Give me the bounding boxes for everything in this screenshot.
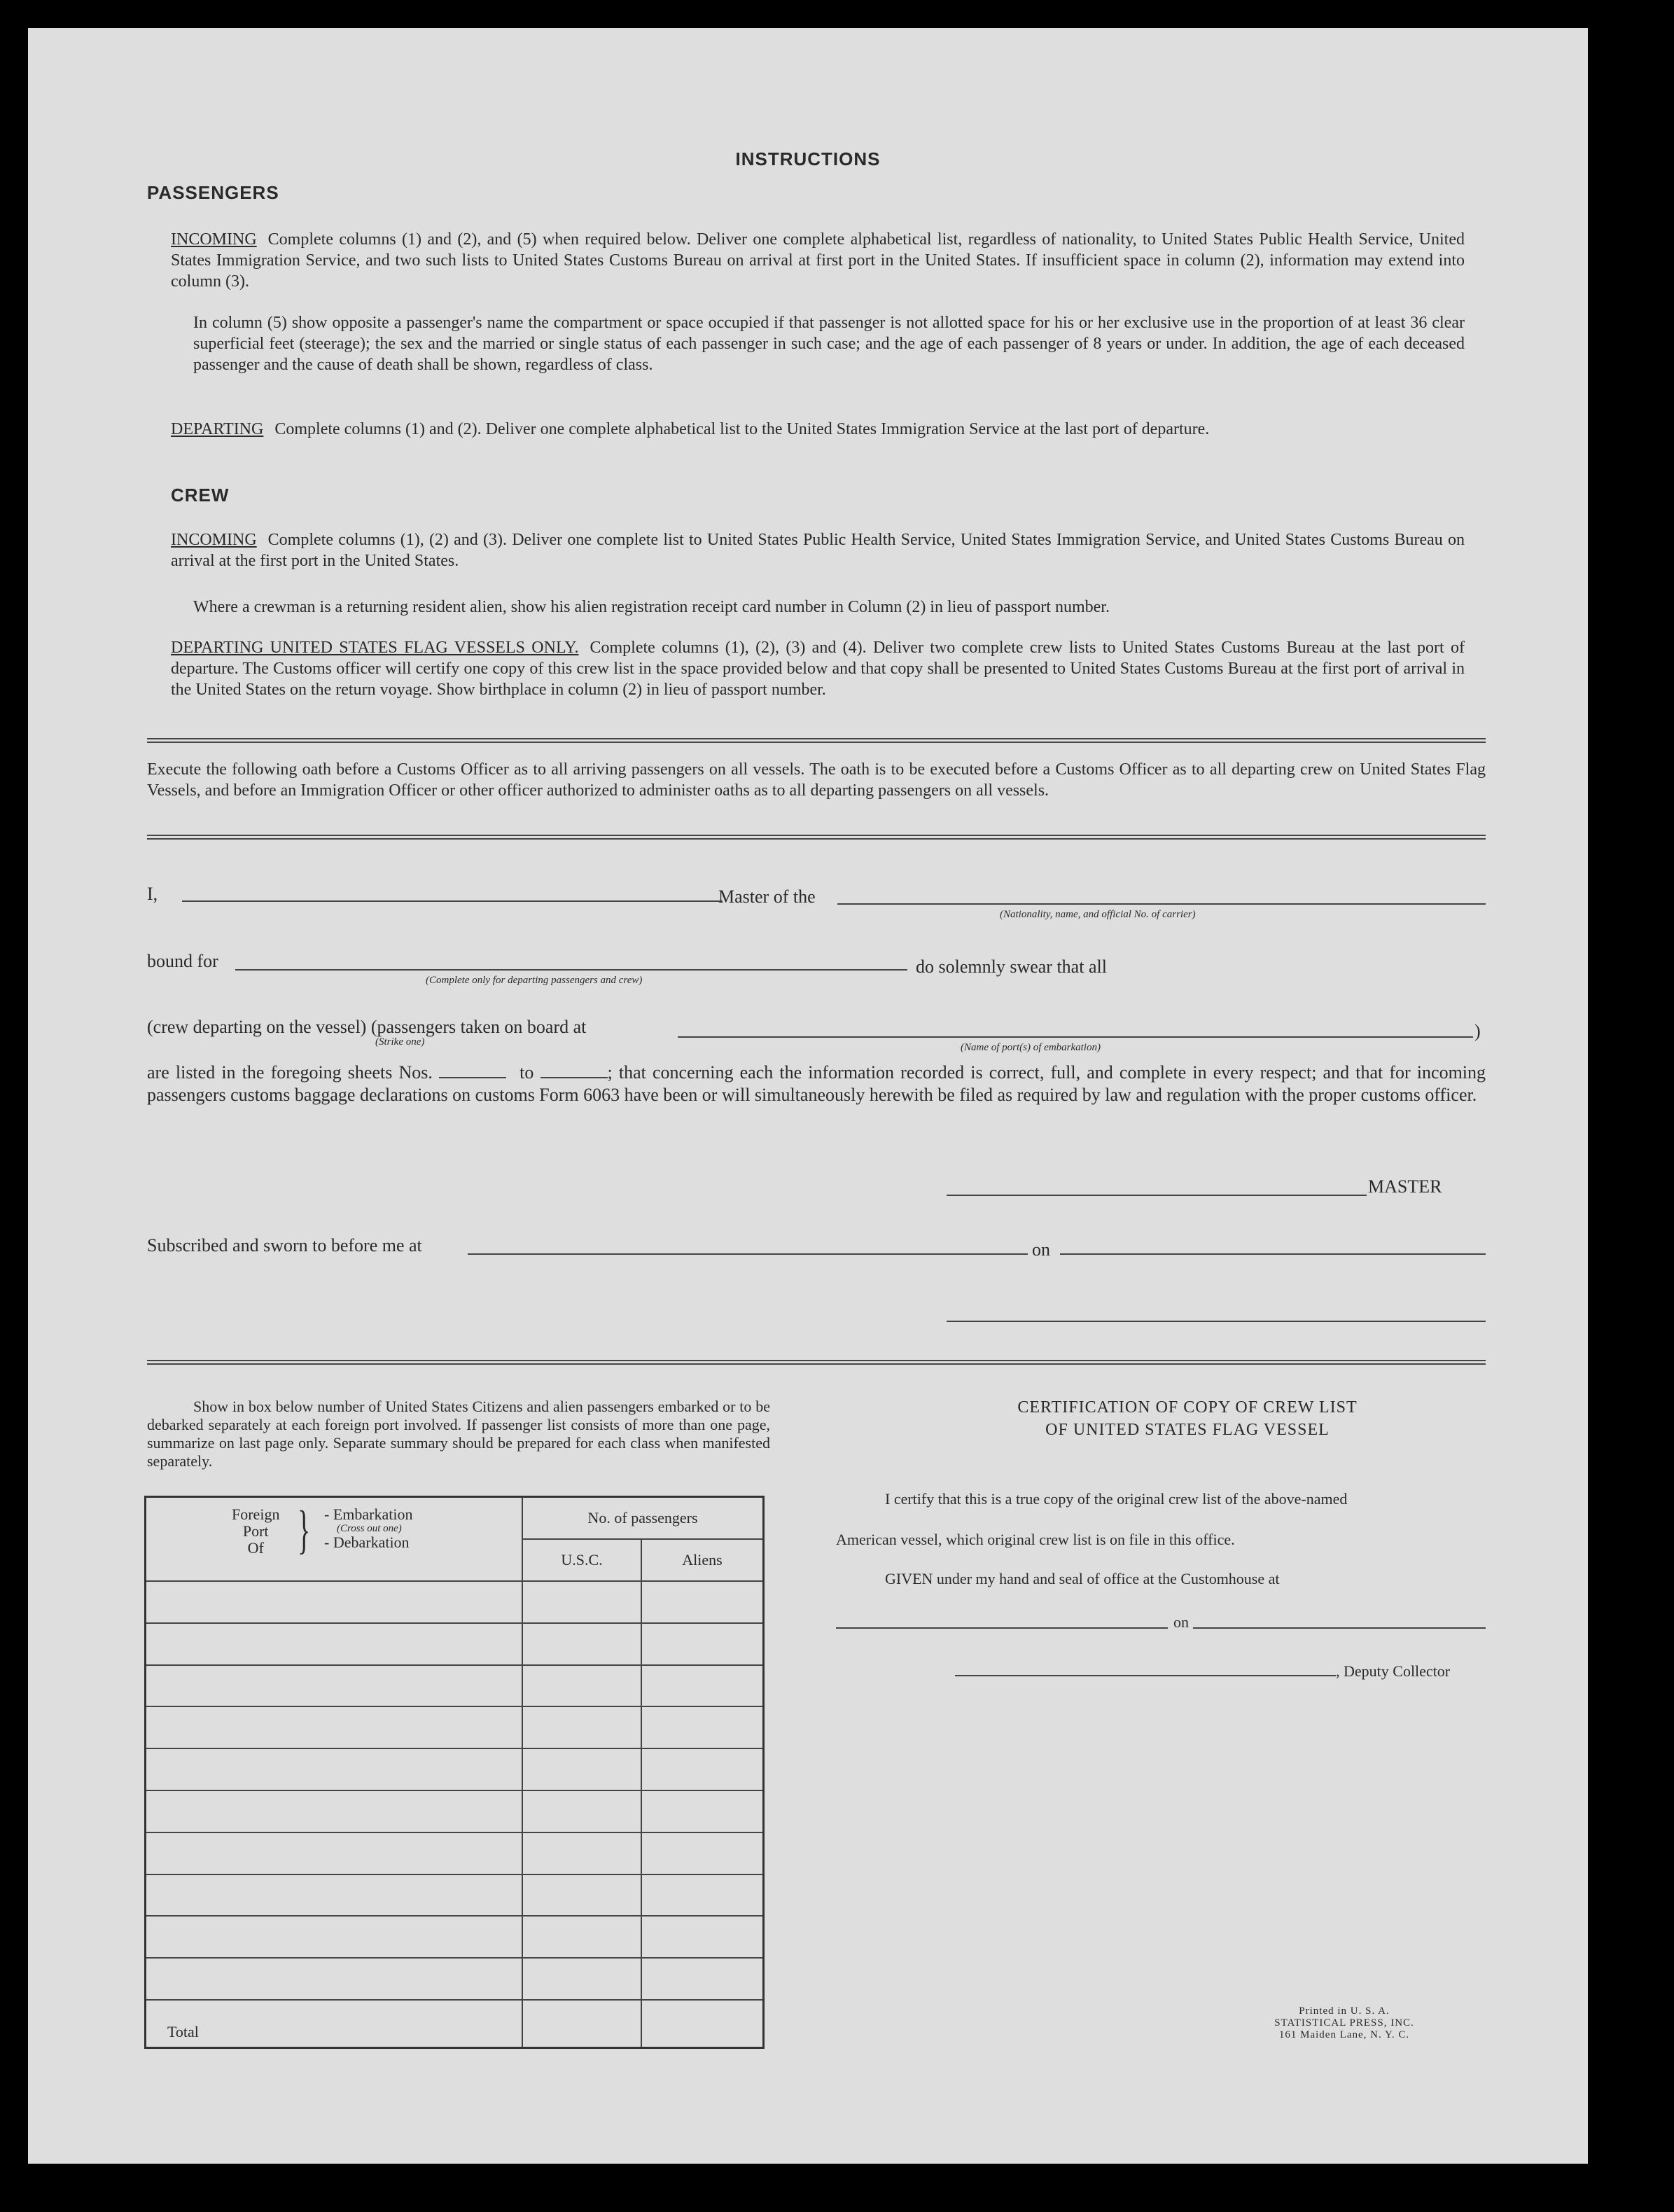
no-of-passengers-header: No. of passengers <box>522 1497 764 1540</box>
page-title: INSTRUCTIONS <box>735 148 881 169</box>
passengers-taken-label: (passengers taken on board at <box>370 1017 587 1037</box>
column5-paragraph: In column (5) show opposite a passenger's name the compartment or space occupied if that passenger is not allotted space for his or her exclusive use in the proportion of at least 36 clear superficial feet (steerage); the sex and the married or single status of each passenger in such case; and the age of each passenger of 8 years or under. In addition, the age of each deceased passenger and the cause of death shall be shown, regardless of class. <box>193 314 1465 374</box>
given-text: GIVEN under my hand and seal of office at the Customhouse at <box>885 1570 1280 1587</box>
printer-imprint <box>1218 2005 1470 2041</box>
usc-cell[interactable] <box>522 1874 641 1917</box>
table-row <box>146 1581 764 1623</box>
table-row <box>146 1916 764 1958</box>
crew-incoming-paragraph <box>171 529 1465 571</box>
port-cell[interactable] <box>146 1581 523 1623</box>
divider-1 <box>147 738 1486 743</box>
certification-title-line2: OF UNITED STATES FLAG VESSEL <box>1045 1421 1330 1439</box>
of-label: Of <box>247 1539 264 1557</box>
listed-label: are listed in the foregoing sheets Nos. <box>147 1062 433 1083</box>
port-header-cell <box>146 1497 523 1582</box>
bound-for-caption: (Complete only for departing passengers and crew) <box>426 975 643 986</box>
usc-cell[interactable] <box>522 1748 641 1790</box>
crew-departing-text: Complete columns (1), (2), (3) and (4). Deliver two complete crew lists to United States Customs Bureau at the last port of departure. The Customs officer will certify one copy of this crew list in the space provided below and that copy shall be presented to United States Customs Bureau at the first port of arrival in the United States on the return voyage. Show birthplace in column (2) in lieu of passport number. <box>171 639 1465 699</box>
embarkation-option[interactable]: - Embarkation <box>324 1505 413 1523</box>
listed-paragraph <box>147 1062 1486 1106</box>
table-row <box>146 1874 764 1917</box>
port-cell[interactable] <box>146 1790 523 1832</box>
bound-for-field[interactable] <box>235 969 907 971</box>
sworn-place-field[interactable] <box>468 1253 1028 1255</box>
port-cell[interactable] <box>146 1623 523 1665</box>
aliens-cell[interactable] <box>641 1623 764 1665</box>
usc-cell[interactable] <box>522 1665 641 1707</box>
port-cell[interactable] <box>146 1706 523 1748</box>
certification-title-line1: CERTIFICATION OF COPY OF CREW LIST <box>1017 1398 1358 1417</box>
cert-on-label: on <box>1173 1613 1189 1631</box>
subscribed-label: Subscribed and sworn to before me at <box>147 1235 422 1255</box>
passengers-departing-paragraph <box>171 419 1465 440</box>
usc-header: U.S.C. <box>522 1539 641 1581</box>
brace-icon: } <box>298 1501 311 1559</box>
crew-departing-paragraph <box>171 637 1465 700</box>
debarkation-option[interactable]: - Debarkation <box>324 1533 410 1551</box>
aliens-cell[interactable] <box>641 1874 764 1917</box>
table-row <box>146 1748 764 1790</box>
aliens-cell[interactable] <box>641 1665 764 1707</box>
usc-cell[interactable] <box>522 1916 641 1958</box>
cross-out-caption: (Cross out one) <box>337 1523 402 1534</box>
sworn-on-label: on <box>1032 1239 1050 1260</box>
port-label: Port <box>242 1522 269 1540</box>
embarkation-port-field[interactable] <box>678 1036 1473 1038</box>
table-row <box>146 1832 764 1874</box>
certify-line1: I certify that this is a true copy of the original crew list of the above-named <box>885 1490 1348 1508</box>
port-cell[interactable] <box>146 1832 523 1874</box>
carrier-caption: (Nationality, name, and official No. of carrier) <box>1000 909 1196 920</box>
crew-heading: CREW <box>171 485 230 506</box>
usc-cell[interactable] <box>522 1706 641 1748</box>
port-cell[interactable] <box>146 1916 523 1958</box>
aliens-cell[interactable] <box>641 1748 764 1790</box>
aliens-header: Aliens <box>641 1539 764 1581</box>
usc-cell[interactable] <box>522 1581 641 1623</box>
certify-line2: American vessel, which original crew list is on file in this office. <box>836 1531 1235 1548</box>
usc-cell[interactable] <box>522 1790 641 1832</box>
total-label: Total <box>146 2000 523 2047</box>
port-cell[interactable] <box>146 1874 523 1917</box>
passengers-departing-lead: DEPARTING <box>171 420 264 438</box>
table-row <box>146 1958 764 2000</box>
listed-rest: ; that concerning each the information recorded is correct, full, and complete in every respect; and that for incoming passengers customs baggage declarations on customs Form 6063 have been or will simultaneously herewith be filed as required by law and regulation with the proper customs officer. <box>147 1062 1486 1105</box>
passengers-departing-text: Complete columns (1) and (2). Deliver one complete alphabetical list to the United States Immigration Service at the last port of departure. <box>274 420 1210 438</box>
table-row <box>146 1623 764 1665</box>
officer-signature-field[interactable] <box>947 1321 1486 1322</box>
divider-3 <box>147 1360 1486 1365</box>
strike-caption: (Strike one) <box>375 1036 425 1048</box>
printer-line2: STATISTICAL PRESS, INC. <box>1274 2017 1414 2029</box>
printer-line1: Printed in U. S. A. <box>1299 2005 1390 2017</box>
crew-incoming-text: Complete columns (1), (2) and (3). Deliver one complete list to United States Public Health Service, United States Immigration Service, and United States Customs Bureau on arrival at the first port in the United States. <box>171 531 1465 570</box>
aliens-cell[interactable] <box>641 1706 764 1748</box>
sworn-date-field[interactable] <box>1060 1253 1486 1255</box>
total-aliens-cell[interactable] <box>641 2000 764 2047</box>
master-label: MASTER <box>1368 1176 1442 1197</box>
oath-instruction: Execute the following oath before a Customs Officer as to all arriving passengers on all vessels. The oath is to be executed before a Customs Officer as to all departing crew on United States Flag Vessels, and before an Immigration Officer or other officer authorized to administer oaths as to all departing passengers on all vessels. <box>147 760 1486 800</box>
master-name-field[interactable] <box>182 900 723 902</box>
close-paren: ) <box>1474 1021 1481 1041</box>
usc-cell[interactable] <box>522 1623 641 1665</box>
passenger-summary-table <box>144 1496 765 2049</box>
crew-incoming-lead: INCOMING <box>171 531 257 549</box>
aliens-cell[interactable] <box>641 1790 764 1832</box>
port-cell[interactable] <box>146 1748 523 1790</box>
carrier-field[interactable] <box>837 903 1486 905</box>
foreign-port-of-label <box>232 1506 279 1557</box>
port-caption: (Name of port(s) of embarkation) <box>961 1042 1101 1053</box>
master-of-label: Master of the <box>718 886 816 907</box>
i-label: I, <box>147 884 158 904</box>
aliens-cell[interactable] <box>641 1916 764 1958</box>
cert-date-field[interactable] <box>1193 1627 1486 1629</box>
crew-departing-label: (crew departing on the vessel) <box>147 1017 367 1037</box>
certification-title <box>851 1396 1523 1441</box>
passengers-incoming-text: Complete columns (1) and (2), and (5) when required below. Deliver one complete alphabetical list, regardless of nationality, to United States Public Health Service, United States Immigration Service, and two such lists to United States Customs Bureau on arrival at first port in the United States. If insufficient space in column (2), information may extend into column (3). <box>171 230 1465 291</box>
usc-cell[interactable] <box>522 1958 641 2000</box>
passengers-heading: PASSENGERS <box>147 182 279 203</box>
aliens-cell[interactable] <box>641 1832 764 1874</box>
crew-resident-paragraph: Where a crewman is a returning resident alien, show his alien registration receipt card number in Column (2) in lieu of passport number. <box>193 598 1110 616</box>
aliens-cell[interactable] <box>641 1958 764 2000</box>
foreign-label: Foreign <box>232 1505 280 1523</box>
master-signature-field[interactable] <box>947 1195 1367 1196</box>
deputy-collector-label: , Deputy Collector <box>1336 1662 1451 1680</box>
swear-label: do solemnly swear that all <box>916 957 1107 977</box>
table-row <box>146 1706 764 1748</box>
sheet-from-field[interactable] <box>439 1063 506 1078</box>
table-row <box>146 1665 764 1707</box>
embark-debark-options[interactable] <box>324 1506 412 1551</box>
deputy-collector-signature-field[interactable] <box>955 1675 1336 1676</box>
crew-departing-line <box>147 1017 586 1038</box>
customhouse-field[interactable] <box>836 1627 1168 1629</box>
aliens-cell[interactable] <box>641 1581 764 1623</box>
bound-for-label: bound for <box>147 951 218 971</box>
form-page <box>28 28 1588 2164</box>
printer-line3: 161 Maiden Lane, N. Y. C. <box>1278 2029 1410 2040</box>
table-row <box>146 1790 764 1832</box>
summary-instruction: Show in box below number of United States Citizens and alien passengers embarked or to be debarked separately at each foreign port involved. If passenger list consists of more than one page, summarize on last page only. Separate summary should be prepared for each class when manifested separately. <box>147 1398 770 1470</box>
passengers-incoming-paragraph <box>171 229 1465 292</box>
divider-2 <box>147 835 1486 840</box>
port-cell[interactable] <box>146 1958 523 2000</box>
port-cell[interactable] <box>146 1665 523 1707</box>
sheet-to-field[interactable] <box>540 1063 608 1078</box>
total-usc-cell[interactable] <box>522 2000 641 2047</box>
total-row <box>146 2000 764 2047</box>
crew-departing-lead: DEPARTING UNITED STATES FLAG VESSELS ONLY. <box>171 639 579 657</box>
usc-cell[interactable] <box>522 1832 641 1874</box>
passengers-incoming-lead: INCOMING <box>171 230 257 249</box>
to-label: to <box>519 1062 534 1083</box>
